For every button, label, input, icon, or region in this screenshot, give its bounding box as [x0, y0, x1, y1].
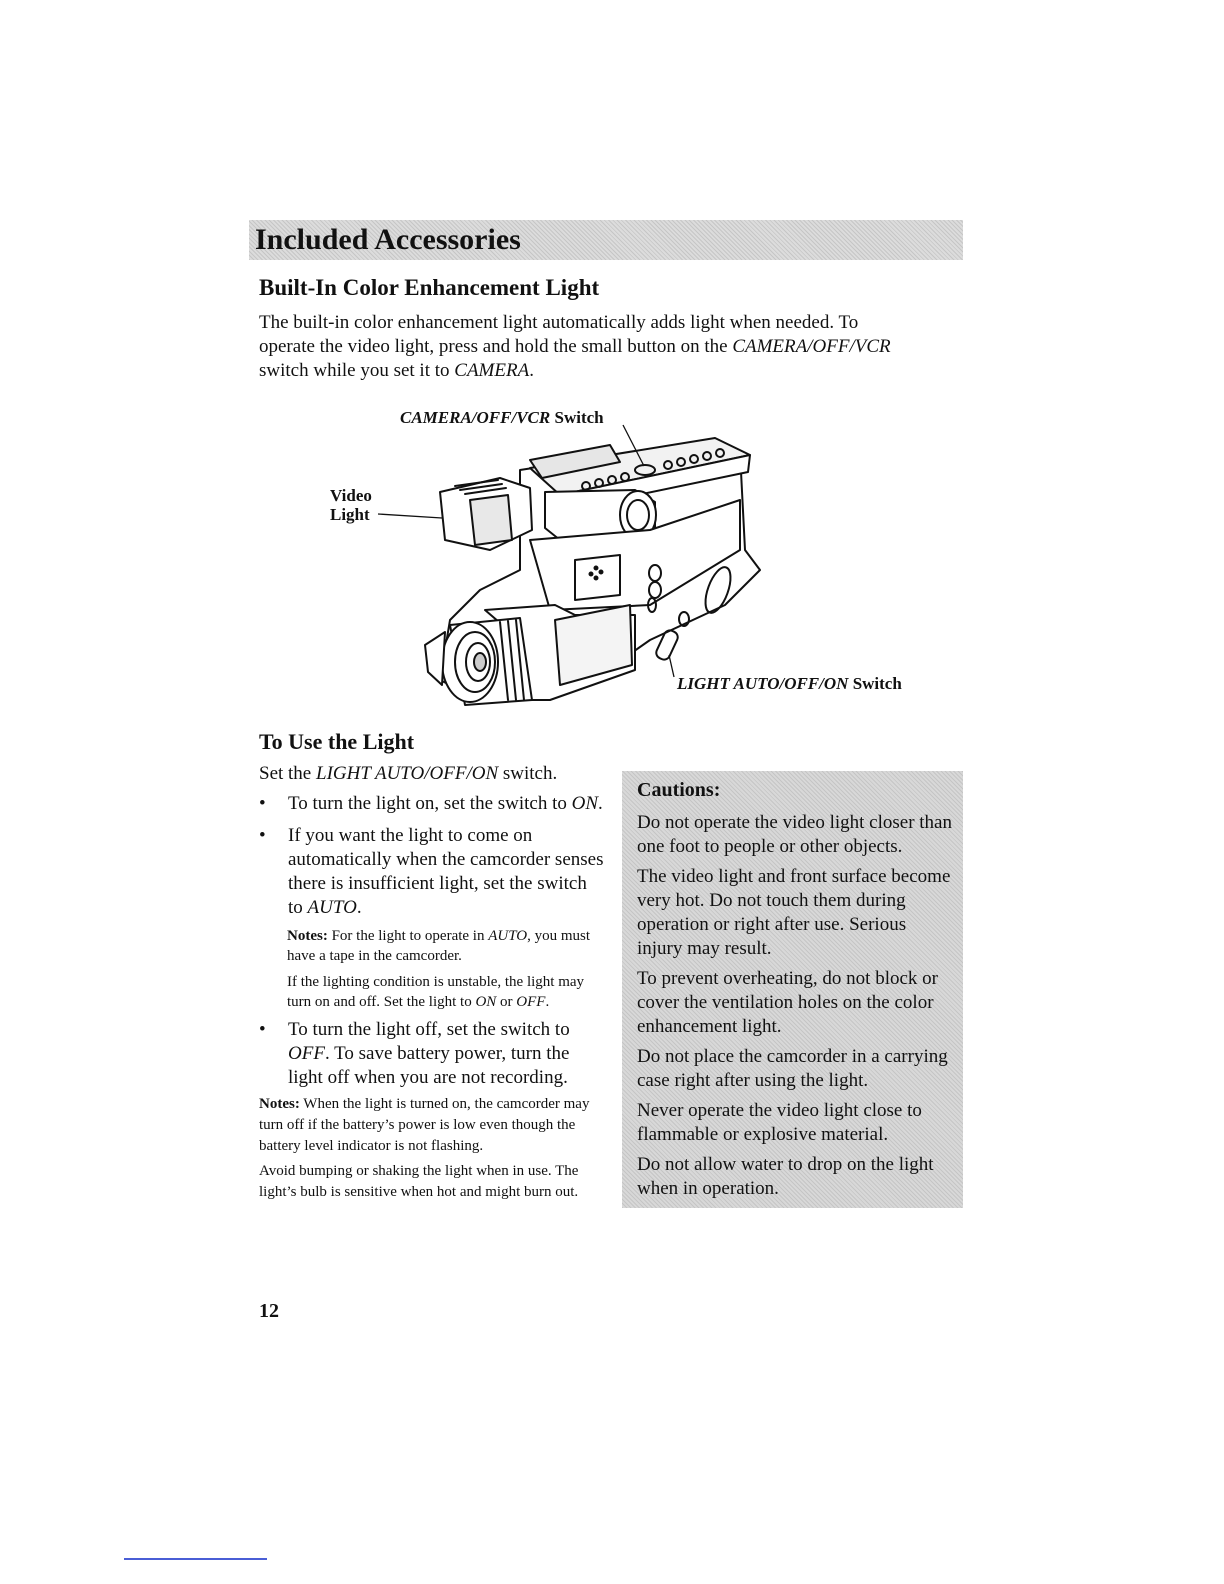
- bullet1-value: ON: [571, 793, 599, 814]
- figure-label-light-switch-name: LIGHT AUTO/OFF/ON: [677, 674, 849, 693]
- bullet1-end: .: [598, 793, 603, 814]
- figure-label-camera-switch-name: CAMERA/OFF/VCR: [400, 408, 551, 427]
- lead-suffix: switch.: [498, 763, 558, 784]
- use-light-column: [259, 762, 604, 1203]
- note2-on: ON: [475, 994, 497, 1010]
- cautions-box: [622, 771, 963, 1208]
- intro-text-3: .: [529, 360, 534, 381]
- bullet-turn-off: [259, 1018, 604, 1090]
- caution-item: The video light and front surface become very hot. Do not touch them during operation or right after use. Serious injury may result.: [637, 866, 951, 959]
- bullet2-value: AUTO: [307, 897, 357, 918]
- footer-rule: [124, 1558, 267, 1560]
- note1-end: , you must have a tape in the camcorder.: [287, 928, 591, 964]
- section-title: Included Accessories: [255, 223, 521, 256]
- note1-label: Notes:: [287, 928, 328, 944]
- note-bulb: Avoid bumping or shaking the light when in use. The light’s bulb is sensitive when hot and might burn out.: [259, 1163, 579, 1200]
- camcorder-figure: [320, 400, 940, 725]
- heading-built-in-light: Built-In Color Enhancement Light: [259, 275, 600, 300]
- intro-text-1: The built-in color enhancement light automatically adds light when needed. To operate the video light, press and hold the small button on the: [259, 312, 859, 357]
- intro-switch-name: CAMERA/OFF/VCR: [732, 336, 891, 357]
- note1-value: AUTO: [488, 928, 528, 944]
- note-auto-tape: [259, 926, 604, 966]
- caution-item: Do not allow water to drop on the light when in operation.: [637, 1154, 934, 1199]
- notes-label: Notes:: [259, 1096, 300, 1112]
- figure-label-video-line2: Light: [330, 505, 370, 524]
- note1-text: For the light to operate in: [327, 928, 489, 944]
- page-number: 12: [259, 1300, 279, 1322]
- intro-text-2: switch while you set it to: [259, 360, 455, 381]
- note2-or: or: [496, 994, 517, 1010]
- caution-item: Do not operate the video light closer than one foot to people or other objects.: [637, 812, 952, 857]
- figure-label-camera-switch: [400, 408, 604, 427]
- note2-text: If the lighting condition is unstable, the light may turn on and off. Set the light to: [287, 974, 585, 1010]
- caution-item: Do not place the camcorder in a carrying case right after using the light.: [637, 1046, 948, 1091]
- use-light-bullets-2: [259, 1018, 604, 1090]
- bullet1-text: To turn the light on, set the switch to: [288, 793, 572, 814]
- bullet3-end: . To save battery power, turn the light off when you are not recording.: [288, 1043, 570, 1088]
- figure-label-camera-switch-word: Switch: [550, 408, 604, 427]
- bullet-turn-on: [259, 792, 604, 816]
- bullet-glyph: •: [259, 825, 266, 846]
- figure-label-light-switch-word: Switch: [848, 674, 902, 693]
- lead-switch-name: LIGHT AUTO/OFF/ON: [316, 763, 499, 784]
- use-light-lead: [259, 762, 604, 786]
- intro-paragraph: [259, 311, 899, 383]
- intro-camera-mode: CAMERA: [454, 360, 530, 381]
- bullet-auto: [259, 824, 604, 920]
- bullet2-end: .: [356, 897, 362, 918]
- figure-label-video-light: [330, 486, 372, 524]
- lead-prefix: Set the: [259, 763, 316, 784]
- caution-item: Never operate the video light close to flammable or explosive material.: [637, 1100, 922, 1145]
- use-light-bullets: [259, 792, 604, 920]
- notes-text: When the light is turned on, the camcorder may turn off if the battery’s power is low even though the battery level indicator is not flashing.: [259, 1096, 590, 1154]
- cautions-title: Cautions:: [637, 779, 721, 801]
- note2-off: OFF: [516, 994, 546, 1010]
- note2-end: .: [545, 994, 550, 1010]
- bullet3-text: To turn the light off, set the switch to: [288, 1019, 570, 1040]
- bullet3-value: OFF: [288, 1043, 325, 1064]
- figure-label-light-switch: [677, 674, 902, 693]
- note-unstable-light: [259, 972, 604, 1012]
- note-battery: [259, 1094, 604, 1157]
- heading-to-use-light: To Use the Light: [259, 729, 415, 754]
- bullet-glyph: •: [259, 793, 266, 814]
- caution-item: To prevent overheating, do not block or cover the ventilation holes on the color enhancement light.: [637, 968, 939, 1037]
- figure-label-video-line1: Video: [330, 486, 372, 505]
- section-header-bar: [249, 220, 963, 260]
- bullet-glyph: •: [259, 1019, 266, 1040]
- bullet2-text: If you want the light to come on automatically when the camcorder senses there is insufficient light, set the switch to: [288, 825, 604, 918]
